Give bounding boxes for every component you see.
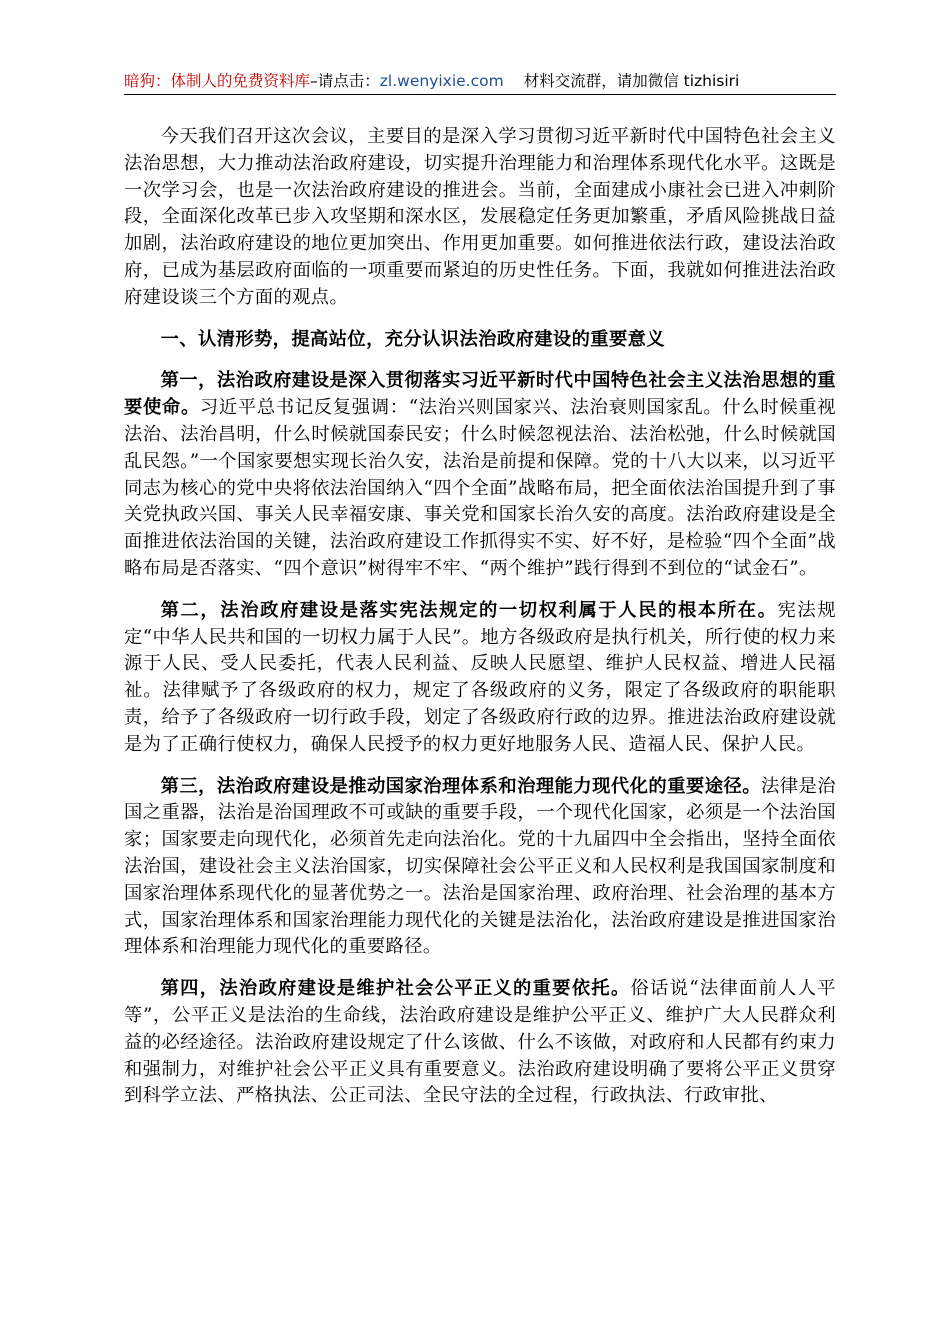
point-paragraph: [124, 774, 836, 962]
header-divider: [124, 94, 836, 95]
header-site-label: 暗狗：体制人的免费资料库: [124, 72, 311, 90]
point-paragraph: [124, 598, 836, 759]
header-click-prompt: –请点击：: [310, 72, 380, 90]
point-lead: 第三，法治政府建设是推动国家治理体系和治理能力现代化的重要途径。: [160, 775, 762, 797]
section-heading: 一、认清形势，提高站位，充分认识法治政府建设的重要意义: [160, 328, 665, 350]
point-lead: 第一，法治政府建设是深入贯彻落实习近平新时代中国特色社会主义法治思想的重要使命。: [124, 370, 836, 419]
point-lead: 第四，法治政府建设是维护社会公平正义的重要依托。: [160, 978, 631, 1000]
point-body: 俗话说“法律面前人人平等”，公平正义是法治的生命线，法治政府建设是维护公平正义、维护广大人民群众利益的必经途径。法治政府建设规定了什么该做、什么不该做，对政府和人民都有约束力和强制力，对维护社会公平正义具有重要意义。法治政府建设明确了要将公平正义贯穿到科学立法、严格执法、公正司法、全民守法的全过程，行政执法、行政审批、: [124, 978, 836, 1107]
intro-paragraph: 今天我们召开这次会议，主要目的是深入学习贯彻习近平新时代中国特色社会主义法治思想，大力推动法治政府建设，切实提升治理能力和治理体系现代化水平。这既是一次学习会，也是一次法治政府建设的推进会。当前，全面建成小康社会已进入冲刺阶段，全面深化改革已步入攻坚期和深水区，发展稳定任务更加繁重，矛盾风险挑战日益加剧，法治政府建设的地位更加突出、作用更加重要。如何推进依法行政，建设法治政府，已成为基层政府面临的一项重要而紧迫的历史性任务。下面，我就如何推进法治政府建设谈三个方面的观点。: [124, 126, 836, 308]
document-body: [124, 124, 836, 1125]
point-body: 法律是治国之重器，法治是治国理政不可或缺的重要手段，一个现代化国家，必须是一个法治国家；国家要走向现代化，必须首先走向法治化。党的十九届四中全会指出，坚持全面依法治国，建设社会主义法治国家，切实保障社会公平正义和人民权利是我国国家制度和国家治理体系现代化的显著优势之一。法治是国家治理、政府治理、社会治理的基本方式，国家治理体系和国家治理能力现代化的关键是法治化，法治政府建设是推进国家治理体系和治理能力现代化的重要路径。: [124, 775, 836, 958]
point-paragraph: [124, 368, 836, 582]
point-body: 习近平总书记反复强调：“法治兴则国家兴、法治衰则国家乱。什么时候重视法治、法治昌明，什么时候就国泰民安；什么时候忽视法治、法治松弛，什么时候就国乱民怨。”一个国家要想实现长治久安，法治是前提和保障。党的十八大以来，以习近平同志为核心的党中央将依法治国纳入“四个全面”战略布局，把全面依法治国提升到了事关党执政兴国、事关人民幸福安康、事关党和国家长治久安的高度。法治政府建设是全面推进依法治国的关键，法治政府建设工作抓得实不实、好不好，是检验“四个全面”战略布局是否落实、“四个意识”树得牢不牢、“两个维护”践行得到不到位的“试金石”。: [124, 397, 836, 579]
header-wechat-note: 材料交流群，请加微信 tizhisiri: [523, 72, 740, 90]
header-url-link[interactable]: zl.wenyixie.com: [379, 72, 504, 90]
point-lead: 第二，法治政府建设是落实宪法规定的一切权利属于人民的根本所在。: [160, 599, 778, 621]
point-body: 宪法规定“中华人民共和国的一切权力属于人民”。地方各级政府是执行机关，所行使的权力来源于人民、受人民委托，代表人民利益、反映人民愿望、维护人民权益、增进人民福祉。法律赋予了各级政府的权力，规定了各级政府的义务，限定了各级政府的职能职责，给予了各级政府一切行政手段，划定了各级政府行政的边界。推进法治政府建设就是为了正确行使权力，确保人民授予的权力更好地服务人民、造福人民、保护人民。: [124, 599, 836, 755]
page-header: [124, 70, 836, 92]
point-paragraph: [124, 976, 836, 1110]
